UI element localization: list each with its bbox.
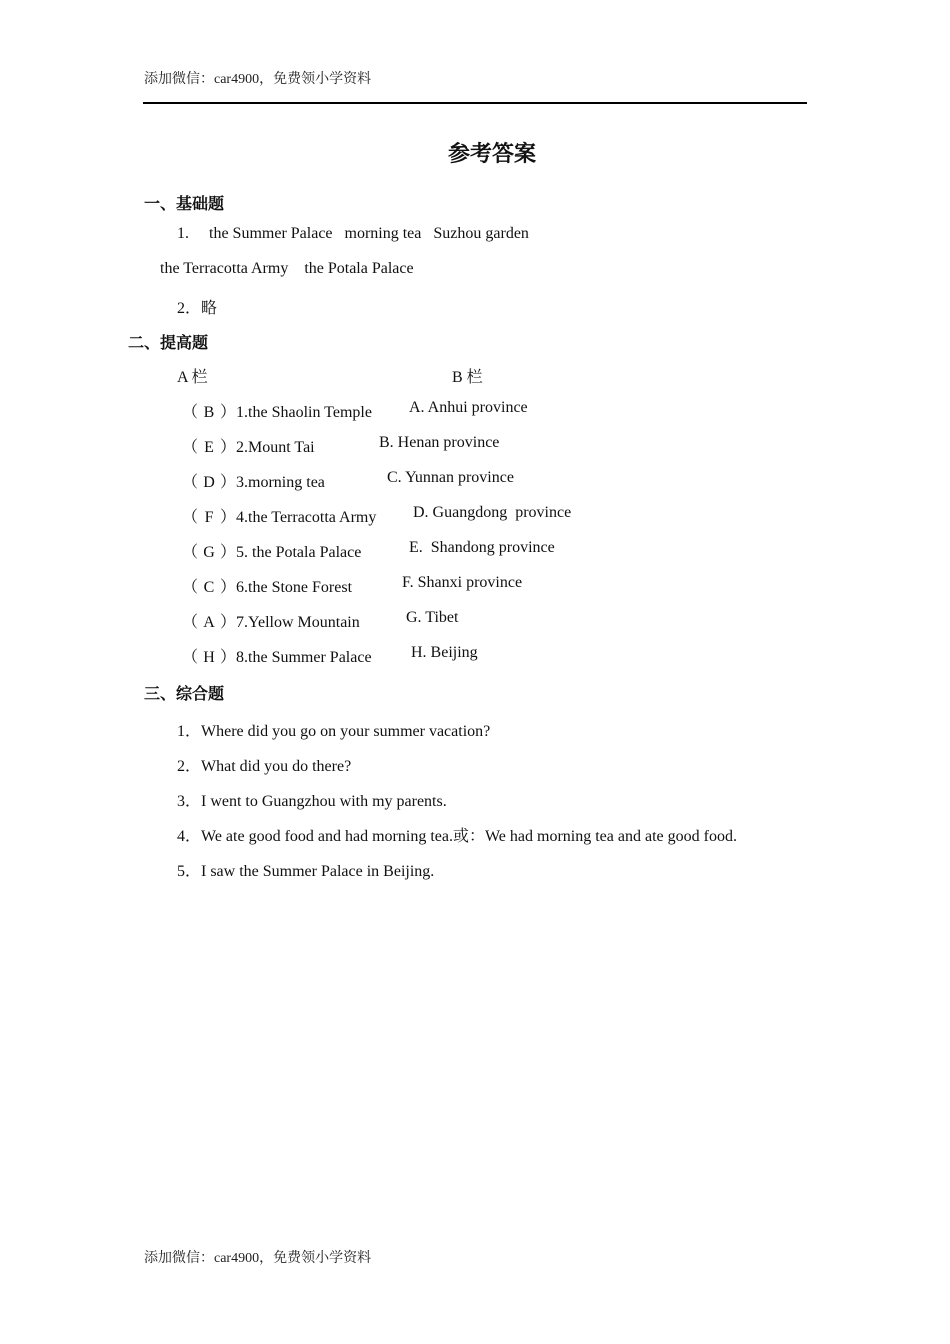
matching-option-text: E. Shandong province: [409, 539, 555, 556]
comprehensive-answer: 4．We ate good food and had morning tea.或：We had morning tea and ate good food.: [177, 828, 737, 845]
matching-row-item: [182, 644, 372, 667]
matching-option-text: B. Henan province: [379, 434, 500, 451]
close-paren: ）: [220, 614, 237, 631]
close-paren: ）: [220, 649, 237, 666]
matching-option-text: G. Tibet: [406, 609, 459, 626]
matching-answer: D: [203, 474, 215, 491]
matching-row-item: [182, 539, 361, 562]
matching-option-text: A. Anhui province: [409, 399, 528, 416]
column-b-header: B 栏: [452, 369, 483, 386]
close-paren: ）: [220, 404, 237, 421]
comprehensive-answer: 5．I saw the Summer Palace in Beijing.: [177, 863, 435, 880]
close-paren: ）: [220, 544, 237, 561]
page-footer-text: 添加微信：car4900，免费领小学资料: [144, 1251, 372, 1266]
matching-option-text: F. Shanxi province: [402, 574, 523, 591]
open-paren: （: [182, 579, 199, 596]
open-paren: （: [182, 614, 199, 631]
matching-item-text: 6.the Stone Forest: [236, 579, 353, 596]
section-comprehensive-heading: 三、综合题: [144, 686, 225, 703]
section-basic-heading: 一、基础题: [144, 196, 225, 213]
matching-answer: C: [203, 579, 215, 596]
section-basic-q2: 2．略: [177, 300, 218, 317]
matching-answer: H: [203, 649, 215, 666]
matching-item-text: 4.the Terracotta Army: [236, 509, 377, 526]
matching-item-text: 1.the Shaolin Temple: [236, 404, 372, 421]
comprehensive-answer: 1．Where did you go on your summer vacation?: [177, 723, 491, 740]
open-paren: （: [182, 404, 199, 421]
matching-item-text: 7.Yellow Mountain: [236, 614, 360, 631]
close-paren: ）: [220, 579, 237, 596]
matching-answer: A: [203, 614, 215, 631]
open-paren: （: [182, 509, 199, 526]
section-advanced-heading: 二、提高题: [128, 335, 209, 352]
matching-answer: B: [203, 404, 215, 421]
section-basic-q1: [177, 225, 529, 243]
open-paren: （: [182, 439, 199, 456]
matching-item-text: 8.the Summer Palace: [236, 649, 372, 666]
close-paren: ）: [220, 474, 237, 491]
matching-row-item: [182, 434, 315, 457]
open-paren: （: [182, 474, 199, 491]
q1-answer-line1: the Summer Palace morning tea Suzhou garden: [209, 225, 529, 242]
close-paren: ）: [220, 439, 237, 456]
matching-item-text: 3.morning tea: [236, 474, 325, 491]
matching-answer: F: [204, 509, 214, 526]
close-paren: ）: [220, 509, 237, 526]
page-header-text: 添加微信：car4900，免费领小学资料: [144, 72, 372, 87]
matching-item-text: 2.Mount Tai: [236, 439, 315, 456]
matching-row-item: [182, 574, 352, 597]
matching-answer: G: [203, 544, 215, 561]
header-divider: [143, 102, 807, 104]
matching-row-item: [182, 399, 372, 422]
comprehensive-answer: 2．What did you do there?: [177, 758, 352, 775]
matching-option-text: D. Guangdong province: [413, 504, 572, 521]
q1-number: 1.: [177, 225, 189, 242]
comprehensive-answer: 3．I went to Guangzhou with my parents.: [177, 793, 447, 810]
matching-option-text: C. Yunnan province: [387, 469, 514, 486]
matching-item-text: 5. the Potala Palace: [236, 544, 362, 561]
column-a-header: A 栏: [177, 369, 208, 386]
matching-option-text: H. Beijing: [411, 644, 478, 661]
open-paren: （: [182, 544, 199, 561]
q1-answer-line2: the Terracotta Army the Potala Palace: [160, 260, 414, 277]
matching-row-item: [182, 609, 360, 632]
matching-row-item: [182, 504, 376, 527]
matching-answer: E: [204, 439, 214, 456]
matching-row-item: [182, 469, 325, 492]
open-paren: （: [182, 649, 199, 666]
page-title: 参考答案: [447, 141, 536, 166]
